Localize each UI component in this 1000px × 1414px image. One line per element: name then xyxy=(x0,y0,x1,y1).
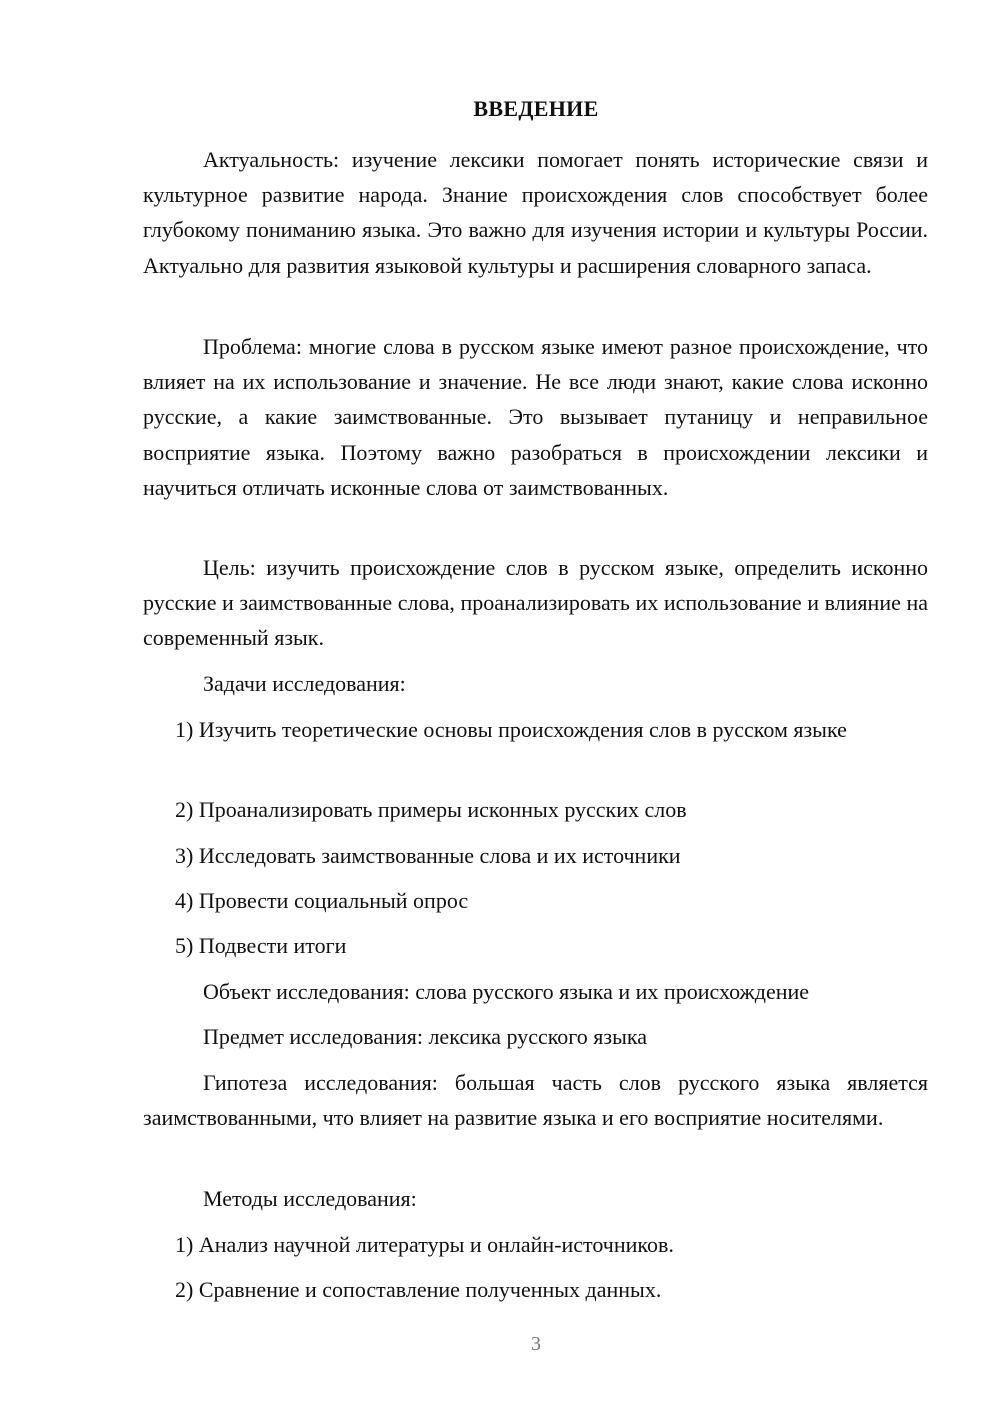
page-number: 3 xyxy=(531,1333,541,1355)
task-item: 3) Исследовать заимствованные слова и их источники xyxy=(175,843,681,868)
methods-heading: Методы исследования: xyxy=(203,1186,417,1211)
task-item: 5) Подвести итоги xyxy=(175,933,347,958)
section-title: ВВЕДЕНИЕ xyxy=(473,96,599,121)
tasks-heading: Задачи исследования: xyxy=(203,671,406,696)
object-paragraph: Объект исследования: слова русского языка и их происхождение xyxy=(203,979,810,1004)
hypothesis-paragraph: Гипотеза исследования: большая часть слов русского языка является заимствованными, что влияет на развитие языка и его восприятие носителями. xyxy=(143,1070,928,1131)
task-item: 1) Изучить теоретические основы происхождения слов в русском языке xyxy=(175,717,847,742)
relevance-paragraph: Актуальность: изучение лексики помогает понять исторические связи и культурное развитие народа. Знание происхождения слов способствует более глубокому пониманию языка. Это важно для изучения истории и культуры России. Актуально для развития языковой культуры и расширения словарного запаса. xyxy=(143,147,928,278)
task-item: 4) Провести социальный опрос xyxy=(175,888,469,913)
task-item: 2) Проанализировать примеры исконных русских слов xyxy=(175,797,687,822)
problem-paragraph: Проблема: многие слова в русском языке имеют разное происхождение, что влияет на их использование и значение. Не все люди знают, какие слова исконно русские, а какие заимствованные. Это вызывает путаницу и неправильное восприятие языка. Поэтому важно разобраться в происхождении лексики и научиться отличать исконные слова от заимствованных. xyxy=(143,334,928,500)
method-item: 2) Сравнение и сопоставление полученных данных. xyxy=(175,1277,662,1302)
goal-paragraph: Цель: изучить происхождение слов в русском языке, определить исконно русские и заимствованные слова, проанализировать их использование и влияние на современный язык. xyxy=(143,555,928,651)
subject-paragraph: Предмет исследования: лексика русского языка xyxy=(203,1024,647,1049)
method-item: 1) Анализ научной литературы и онлайн-источников. xyxy=(175,1232,674,1257)
